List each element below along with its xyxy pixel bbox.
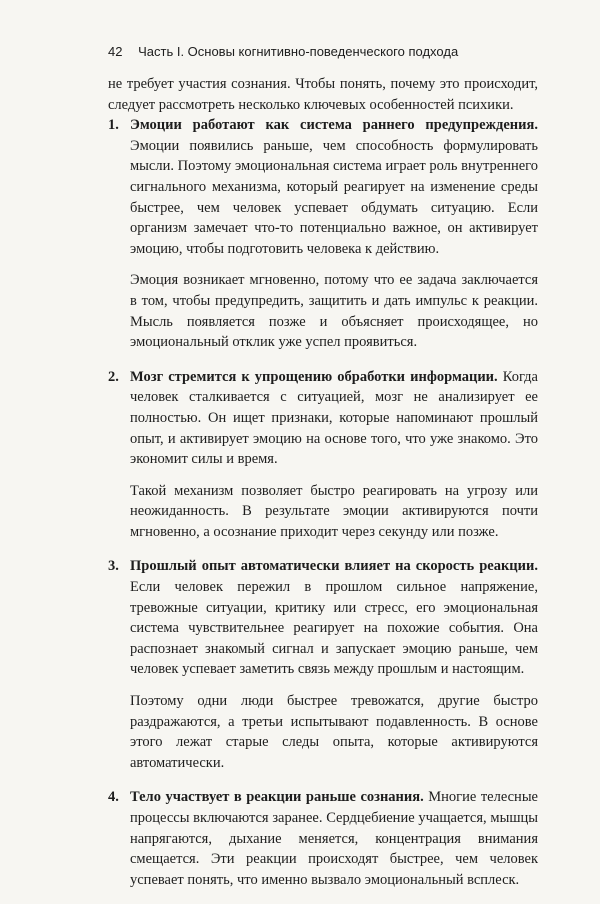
item-body: Многие телесные процессы включаются заранее. Сердцебиение учащается, мышцы напрягаются, дыхание меняется, концентрация внимания смещается. Эти реакции происходят быстрее, чем человек успевает понять, что именно вызвало эмоциональный всплеск. — [130, 789, 538, 888]
item-paragraph — [130, 556, 538, 680]
item-lead: Прошлый опыт автоматически влияет на скорость реакции. — [130, 558, 538, 575]
item-number: 4. — [108, 789, 119, 806]
item-number: 3. — [108, 558, 119, 575]
list-item — [108, 787, 538, 890]
list-item — [108, 115, 538, 353]
list-item — [108, 556, 538, 773]
item-number: 1. — [108, 117, 119, 134]
item-body: Если человек пережил в прошлом сильное напряжение, тревожные ситуации, критику или стресс, его эмоциональная система чувствительнее реагирует на похожие события. Она распознает знакомый сигнал и запускает эмоцию раньше, чем человек успевает заметить связь между прошлым и настоящим. — [130, 579, 538, 678]
item-paragraph — [130, 115, 538, 259]
page-number: 42 — [108, 44, 123, 59]
intro-paragraph: не требует участия сознания. Чтобы понять, почему это происходит, следует рассмотреть несколько ключевых особенностей психики. — [108, 76, 538, 113]
item-lead: Тело участвует в реакции раньше сознания. — [130, 789, 424, 806]
item-paragraph — [130, 367, 538, 470]
list-item — [108, 367, 538, 543]
item-followup: Такой механизм позволяет быстро реагировать на угрозу или неожиданность. В результате эмоции активируются почти мгновенно, а осознание приходит через секунду или позже. — [130, 482, 538, 540]
running-title: Часть I. Основы когнитивно-поведенческого подхода — [138, 44, 459, 59]
item-lead: Эмоции работают как система раннего предупреждения. — [130, 117, 538, 134]
item-followup: Поэтому одни люди быстрее тревожатся, другие быстро раздражаются, а третьи испытывают подавленность. В основе этого лежат старые следы опыта, которые активируются автоматически. — [130, 693, 538, 771]
page-body — [108, 74, 538, 904]
item-number: 2. — [108, 368, 119, 385]
item-followup: Эмоция возникает мгновенно, потому что ее задача заключается в том, чтобы предупредить, защитить и дать импульс к реакции. Мысль появляется позже и объясняет происходящее, но эмоциональный отклик уже успел проявиться. — [130, 272, 538, 351]
numbered-list — [108, 115, 538, 890]
item-body: Эмоции появились раньше, чем способность формулировать мысли. Поэтому эмоциональная система играет роль внутреннего сигнального механизма, который реагирует на изменение среды быстрее, чем человек успевает обдумать ситуацию. Если организм замечает что-то потенциально важное, он активирует эмоцию, чтобы подготовить человека к действию. — [130, 137, 538, 257]
item-body: Когда человек сталкивается с ситуацией, мозг не анализирует ее полностью. Он ищет признаки, которые напоминают прошлый опыт, и активирует эмоцию на основе того, что уже знакомо. Это экономит силы и время. — [130, 368, 538, 468]
item-paragraph — [130, 787, 538, 890]
running-header — [108, 44, 458, 59]
item-lead: Мозг стремится к упрощению обработки информации. — [130, 368, 498, 385]
